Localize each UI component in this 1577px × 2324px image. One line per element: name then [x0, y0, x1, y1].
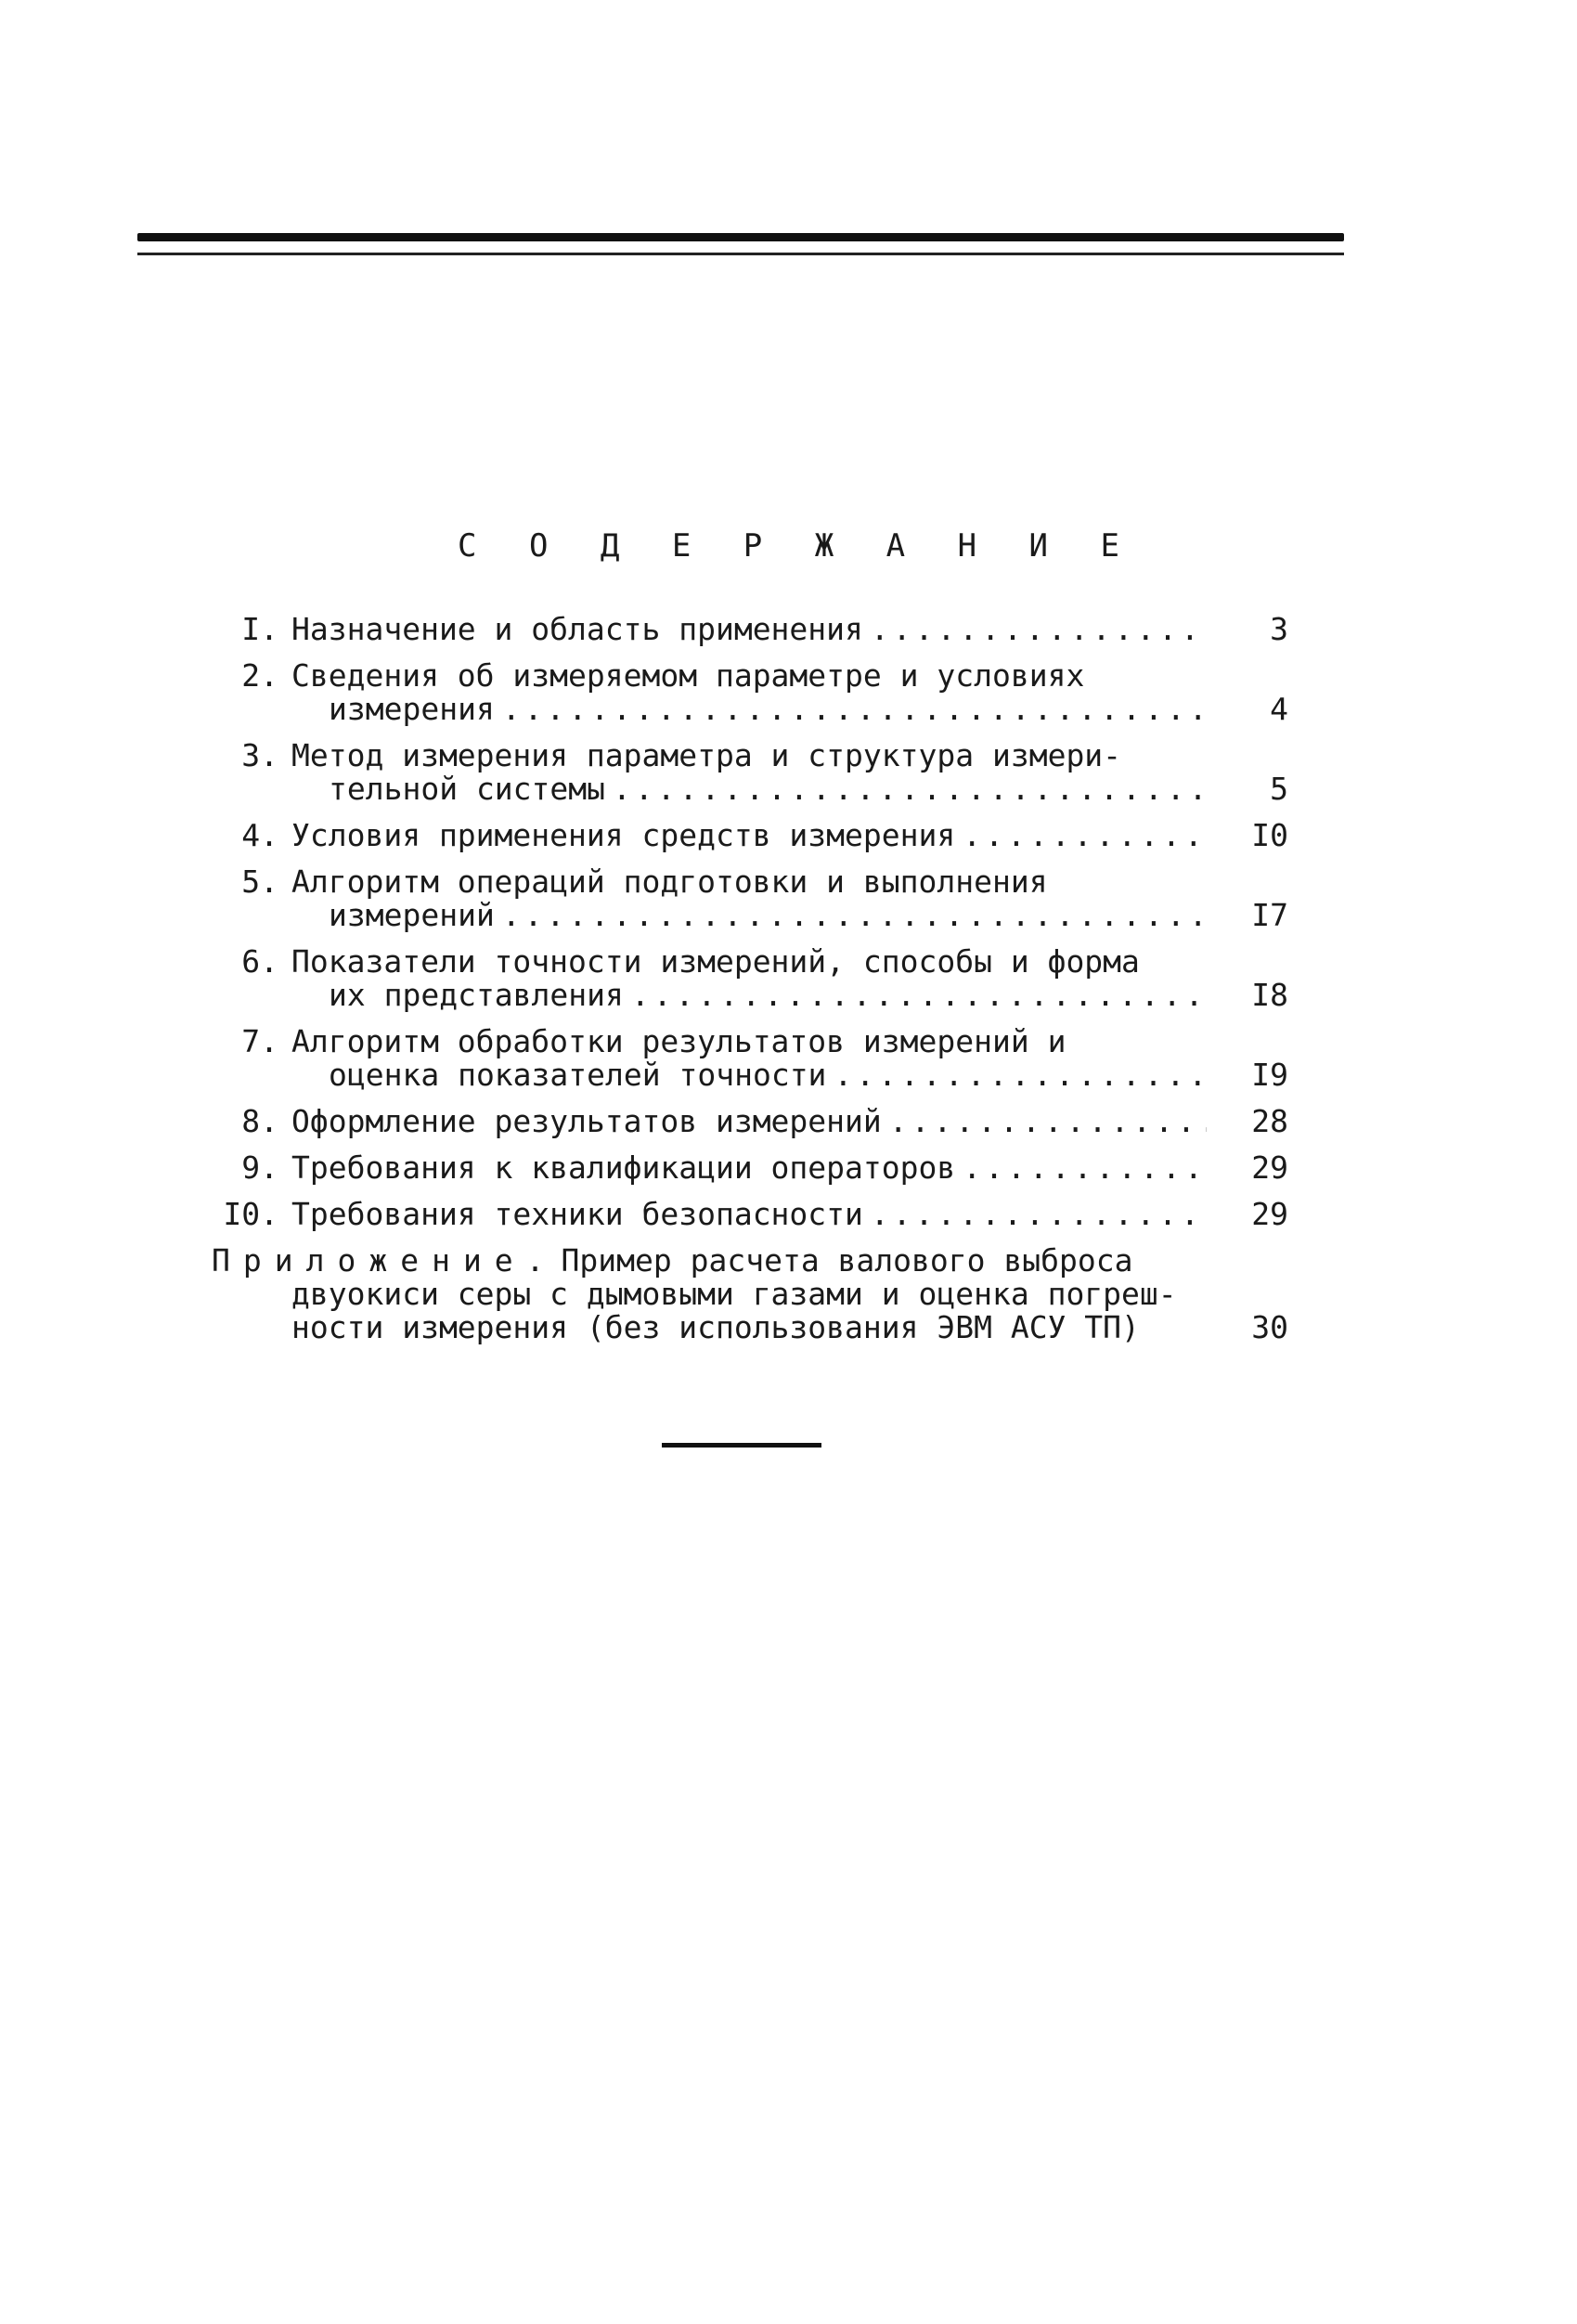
toc-entry-title: Назначение и область применения	[291, 611, 863, 647]
toc-entry-3[interactable]	[212, 739, 1288, 806]
toc-entry-page: 3	[1270, 611, 1288, 647]
toc-entry-page: 30	[1251, 1309, 1288, 1345]
toc-entry-title-cont: оценка показателей точности	[329, 1057, 827, 1093]
appendix-title-cont: двуокиси серы с дымовыми газами и оценка погреш-	[291, 1276, 1177, 1312]
toc-entry-title: Алгоритм операций подготовки и выполнения	[291, 863, 1048, 900]
toc-entry-title-cont: тельной системы	[329, 771, 606, 807]
toc-entry-page: 29	[1251, 1149, 1288, 1186]
toc-entry-page: 5	[1270, 771, 1288, 807]
toc-entry-page: I9	[1251, 1057, 1288, 1093]
toc-leader-dots	[834, 1058, 1207, 1092]
toc-entry-title: Сведения об измеряемом параметре и условиях	[291, 657, 1085, 694]
toc-entry-number: 8.	[241, 1103, 278, 1139]
toc-entry-10[interactable]	[212, 1198, 1288, 1231]
bottom-divider	[662, 1443, 821, 1448]
toc-entry-page: I0	[1251, 817, 1288, 853]
toc-entry-number: 7.	[241, 1023, 278, 1059]
toc-entry-page: 29	[1251, 1196, 1288, 1232]
toc-entry-number: 3.	[241, 737, 278, 773]
top-rule-thick	[137, 233, 1344, 241]
toc-entry-title-cont: их представления	[329, 977, 624, 1013]
toc-leader-dots	[871, 1198, 1207, 1231]
toc-entry-7[interactable]	[212, 1025, 1288, 1092]
top-rule-thin	[137, 253, 1344, 255]
toc-leader-dots	[871, 613, 1207, 646]
toc-entry-number: 6.	[241, 943, 278, 980]
toc-entry-title: Условия применения средств измерения	[291, 817, 956, 853]
toc-entry-page: 28	[1251, 1103, 1288, 1139]
toc-entry-appendix[interactable]	[212, 1244, 1288, 1344]
table-of-contents	[212, 613, 1288, 1344]
toc-leader-dots	[502, 899, 1207, 932]
toc-leader-dots	[613, 773, 1207, 806]
toc-leader-dots	[889, 1105, 1207, 1138]
toc-entry-number: I0.	[223, 1196, 278, 1232]
toc-leader-dots	[631, 979, 1207, 1012]
toc-entry-title: Метод измерения параметра и структура измери-	[291, 737, 1122, 773]
toc-entry-number: I.	[241, 611, 278, 647]
toc-entry-title: Оформление результатов измерений	[291, 1103, 882, 1139]
toc-entry-page: I8	[1251, 977, 1288, 1013]
toc-entry-4[interactable]	[212, 819, 1288, 852]
toc-entry-page: I7	[1251, 897, 1288, 933]
appendix-label: Приложение.	[212, 1242, 558, 1279]
toc-entry-number: 9.	[241, 1149, 278, 1186]
appendix-title-cont: ности измерения (без использования ЭВМ АСУ ТП)	[291, 1309, 1140, 1345]
toc-entry-1[interactable]	[212, 613, 1288, 646]
toc-entry-number: 4.	[241, 817, 278, 853]
contents-heading: С О Д Е Р Ж А Н И Е	[458, 527, 1136, 565]
toc-entry-6[interactable]	[212, 945, 1288, 1012]
toc-entry-9[interactable]	[212, 1151, 1288, 1185]
toc-entry-8[interactable]	[212, 1105, 1288, 1138]
toc-entry-title: Требования техники безопасности	[291, 1196, 863, 1232]
appendix-title: Пример расчета валового выброса	[561, 1242, 1133, 1279]
toc-entry-page: 4	[1270, 691, 1288, 727]
toc-entry-title-cont: измерения	[329, 691, 495, 727]
toc-entry-title: Алгоритм обработки результатов измерений и	[291, 1023, 1066, 1059]
toc-entry-2[interactable]	[212, 659, 1288, 726]
toc-entry-title: Показатели точности измерений, способы и форма	[291, 943, 1140, 980]
toc-entry-title: Требования к квалификации операторов	[291, 1149, 956, 1186]
toc-entry-5[interactable]	[212, 865, 1288, 932]
toc-entry-title-cont: измерений	[329, 897, 495, 933]
toc-entry-number: 2.	[241, 657, 278, 694]
toc-leader-dots	[502, 693, 1207, 726]
toc-entry-number: 5.	[241, 863, 278, 900]
toc-leader-dots	[963, 819, 1207, 852]
toc-leader-dots	[963, 1151, 1207, 1185]
